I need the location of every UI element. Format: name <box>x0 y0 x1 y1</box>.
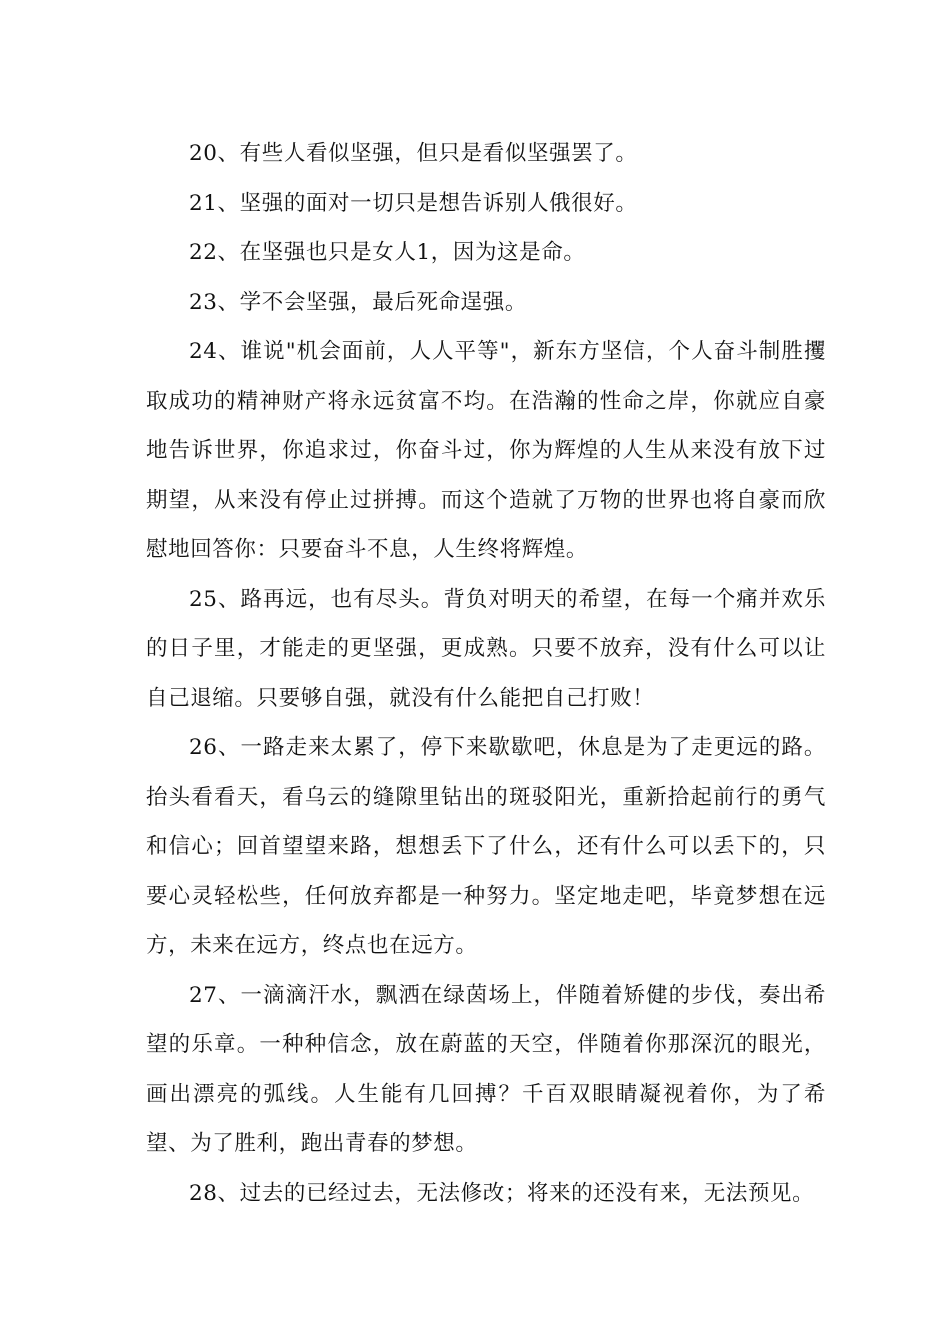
paragraph-24: 24、谁说"机会面前，人人平等"，新东方坚信，个人奋斗制胜攫取成功的精神财产将永远贫富不均。在浩瀚的性命之岸，你就应自豪地告诉世界，你追求过，你奋斗过，你为辉煌的人生从来没有放下过期望，从来没有停止过拼搏。而这个造就了万物的世界也将自豪而欣慰地回答你：只要奋斗不息，人生终将辉煌。 <box>146 339 826 562</box>
paragraph-23: 23、学不会坚强，最后死命逞强。 <box>189 289 527 315</box>
paragraph-28: 28、过去的已经过去，无法修改；将来的还没有来，无法预见。 <box>189 1180 815 1206</box>
paragraph-26: 26、一路走来太累了，停下来歇歇吧，休息是为了走更远的路。抬头看看天，看乌云的缝隙里钻出的斑驳阳光，重新拾起前行的勇气和信心；回首望望来路，想想丢下了什么，还有什么可以丢下的，只要心灵轻松些，任何放弃都是一种努力。坚定地走吧，毕竟梦想在远方，未来在远方，终点也在远方。 <box>146 735 826 958</box>
paragraph-21: 21、坚强的面对一切只是想告诉别人俄很好。 <box>189 190 638 216</box>
paragraph-22: 22、在坚强也只是女人1，因为这是命。 <box>189 240 586 265</box>
paragraph-20: 20、有些人看似坚强，但只是看似坚强罢了。 <box>189 141 638 166</box>
document-body <box>146 129 826 1218</box>
paragraph-27: 27、一滴滴汗水，飘洒在绿茵场上，伴随着矫健的步伐，奏出希望的乐章。一种种信念，放在蔚蓝的天空，伴随着你那深沉的眼光，画出漂亮的弧线。人生能有几回搏？千百双眼睛凝视着你，为了希望、为了胜利，跑出青春的梦想。 <box>146 982 826 1156</box>
paragraph-25: 25、路再远，也有尽头。背负对明天的希望，在每一个痛并欢乐的日子里，才能走的更坚强，更成熟。只要不放弃，没有什么可以让自己退缩。只要够自强，就没有什么能把自己打败！ <box>146 586 826 711</box>
